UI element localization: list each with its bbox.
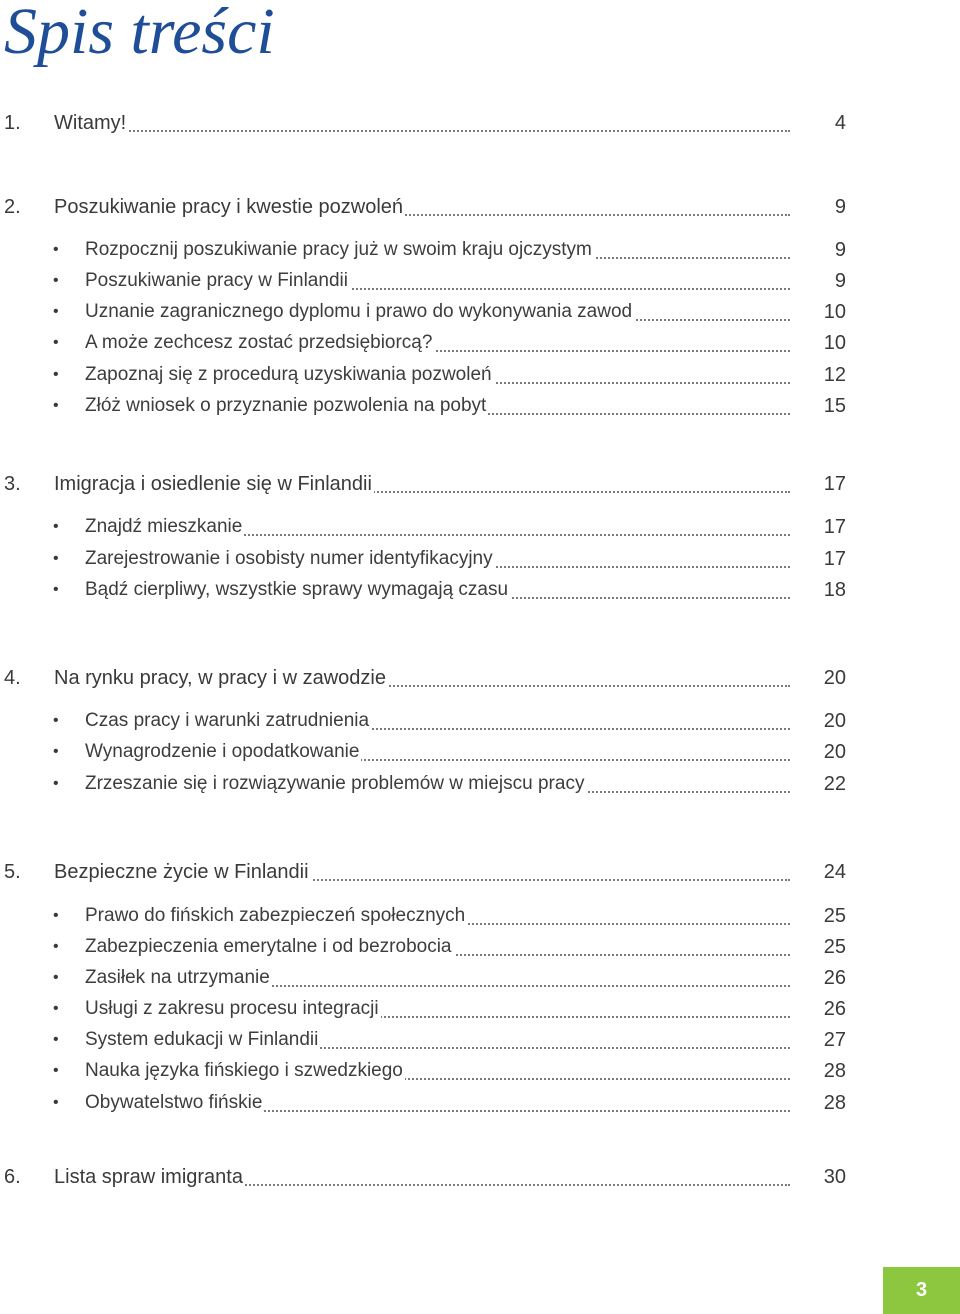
bullet-icon: • [53,712,59,729]
section-title: Na rynku pracy, w pracy i w zawodzie [54,662,388,694]
item-page: 25 [823,905,846,927]
bullet-icon: • [53,775,59,792]
page-title: Spis treści [4,0,275,68]
item-title: Rozpocznij poszukiwanie pracy już w swoim kraju ojczystym [85,234,594,266]
toc-item[interactable] [0,265,960,297]
item-page: 17 [823,516,846,538]
bullet-icon: • [53,397,59,414]
toc-section-5[interactable] [0,856,960,888]
item-title: System edukacji w Finlandii [85,1024,320,1056]
item-page: 18 [823,579,846,601]
item-title: Usługi z zakresu procesu integracji [85,993,381,1025]
toc-section-2[interactable] [0,191,960,223]
bullet-icon: • [53,1094,59,1111]
item-title: A może zechcesz zostać przedsiębiorcą? [85,327,434,359]
bullet-icon: • [53,303,59,320]
item-page: 20 [823,741,846,763]
item-page: 26 [823,967,846,989]
toc-item[interactable] [0,1024,960,1056]
bullet-icon: • [53,241,59,258]
toc-item[interactable] [0,574,960,606]
section-page: 4 [834,112,846,134]
item-title: Zrzeszanie się i rozwiązywanie problemów w miejscu pracy [85,768,586,800]
section-page: 9 [834,196,846,218]
item-page: 12 [823,364,846,386]
item-page: 27 [823,1029,846,1051]
section-page: 20 [823,667,846,689]
item-page: 10 [823,301,846,323]
bullet-icon: • [53,907,59,924]
section-page: 30 [823,1166,846,1188]
bullet-icon: • [53,1000,59,1017]
item-page: 28 [823,1060,846,1082]
toc-section-3[interactable] [0,468,960,500]
item-title: Zapoznaj się z procedurą uzyskiwania pozwoleń [85,359,494,391]
toc-item[interactable] [0,543,960,575]
item-title: Czas pracy i warunki zatrudnienia [85,705,371,737]
bullet-icon: • [53,550,59,567]
section-number: 2. [4,196,21,218]
section-title: Poszukiwanie pracy i kwestie pozwoleń [54,191,405,223]
item-title: Wynagrodzenie i opodatkowanie [85,736,361,768]
item-title: Uznanie zagranicznego dyplomu i prawo do wykonywania zawod [85,296,634,328]
item-title: Nauka języka fińskiego i szwedzkiego [85,1055,405,1087]
item-title: Zarejestrowanie i osobisty numer identyfikacyjny [85,543,495,575]
toc-section-6[interactable] [0,1161,960,1193]
bullet-icon: • [53,1031,59,1048]
toc-item[interactable] [0,962,960,994]
item-page: 28 [823,1092,846,1114]
section-number: 5. [4,861,21,883]
toc-item[interactable] [0,900,960,932]
item-page: 20 [823,710,846,732]
item-title: Złóż wniosek o przyznanie pozwolenia na pobyt [85,390,488,422]
item-page: 22 [823,773,846,795]
item-page: 26 [823,998,846,1020]
item-page: 25 [823,936,846,958]
section-title: Witamy! [54,107,128,139]
bullet-icon: • [53,1062,59,1079]
item-page: 15 [823,395,846,417]
section-number: 3. [4,473,21,495]
bullet-icon: • [53,969,59,986]
bullet-icon: • [53,743,59,760]
section-number: 4. [4,667,21,689]
section-page: 24 [823,861,846,883]
item-title: Znajdź mieszkanie [85,511,244,543]
section-title: Imigracja i osiedlenie się w Finlandii [54,468,374,500]
section-page: 17 [823,473,846,495]
bullet-icon: • [53,366,59,383]
bullet-icon: • [53,272,59,289]
toc-item[interactable] [0,511,960,543]
item-page: 17 [823,548,846,570]
toc-item[interactable] [0,768,960,800]
toc-item[interactable] [0,705,960,737]
section-number: 1. [4,112,21,134]
toc-item[interactable] [0,931,960,963]
bullet-icon: • [53,581,59,598]
section-title: Bezpieczne życie w Finlandii [54,856,311,888]
item-title: Zasiłek na utrzymanie [85,962,272,994]
toc-item[interactable] [0,234,960,266]
toc-item[interactable] [0,993,960,1025]
item-title: Bądź cierpliwy, wszystkie sprawy wymagają czasu [85,574,510,606]
section-number: 6. [4,1166,21,1188]
toc-item[interactable] [0,296,960,328]
bullet-icon: • [53,334,59,351]
item-title: Obywatelstwo fińskie [85,1087,264,1119]
toc-item[interactable] [0,327,960,359]
item-title: Poszukiwanie pracy w Finlandii [85,265,350,297]
toc-item[interactable] [0,1055,960,1087]
toc-section-4[interactable] [0,662,960,694]
toc-item[interactable] [0,1087,960,1119]
bullet-icon: • [53,518,59,535]
item-title: Zabezpieczenia emerytalne i od bezrobocia [85,931,454,963]
page-number-badge: 3 [883,1267,960,1314]
toc-item[interactable] [0,359,960,391]
section-title: Lista spraw imigranta [54,1161,245,1193]
item-title: Prawo do fińskich zabezpieczeń społecznych [85,900,467,932]
toc-item[interactable] [0,390,960,422]
dot-leader [54,130,790,132]
item-page: 9 [834,239,846,261]
toc-item[interactable] [0,736,960,768]
toc-section-1[interactable] [0,107,960,139]
item-page: 9 [834,270,846,292]
bullet-icon: • [53,938,59,955]
item-page: 10 [823,332,846,354]
